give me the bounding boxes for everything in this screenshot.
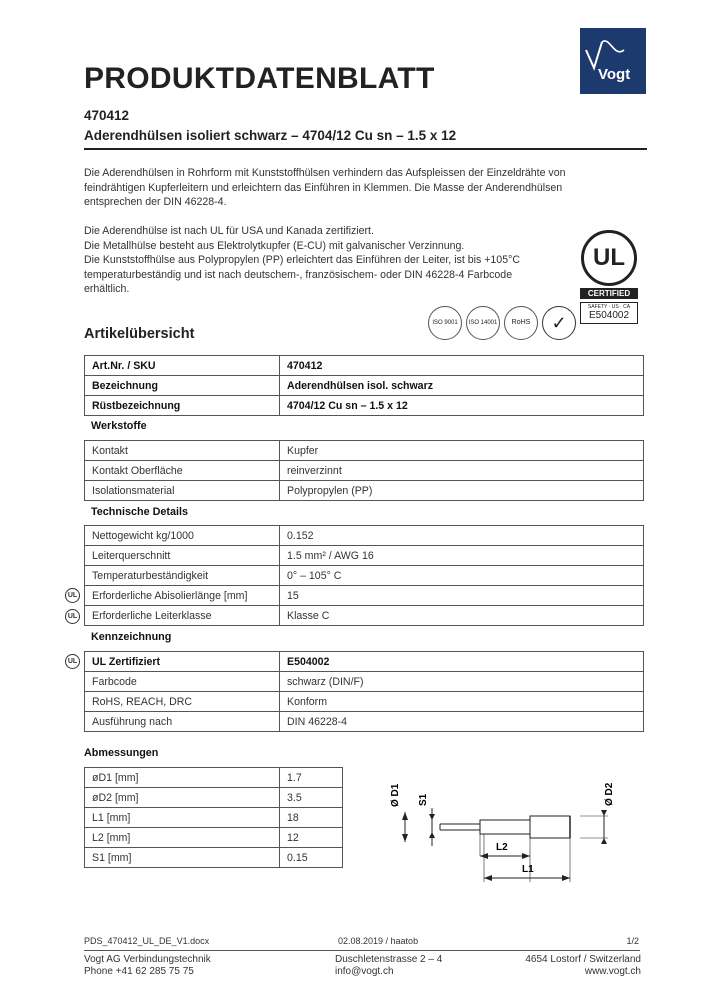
table-key: UL Zertifiziert	[85, 652, 280, 672]
heading-abmessungen: Abmessungen	[84, 747, 159, 759]
footer-doc-name: PDS_470412_UL_DE_V1.docx	[84, 936, 210, 946]
vogt-logo-mark	[580, 28, 646, 94]
footer-email[interactable]: info@vogt.ch	[335, 966, 394, 977]
table-row	[85, 376, 644, 396]
table-value: reinverzinnt	[280, 461, 644, 481]
table-value: 0° – 105° C	[280, 566, 644, 586]
footer-date: 02.08.2019 / haatob	[338, 936, 419, 946]
check-badge-icon	[542, 306, 576, 340]
table-key: øD1 [mm]	[85, 768, 280, 788]
table-key: Art.Nr. / SKU	[85, 356, 280, 376]
table-key: Ausführung nach	[85, 712, 280, 732]
table-row	[85, 481, 644, 501]
table-key: L1 [mm]	[85, 808, 280, 828]
heading-kennzeichnung: Kennzeichnung	[91, 631, 172, 643]
table-row	[85, 808, 343, 828]
table-key: Nettogewicht kg/1000	[85, 526, 280, 546]
table-key: Erforderliche Leiterklasse	[85, 606, 280, 626]
heading-werkstoffe: Werkstoffe	[91, 420, 147, 432]
badge-label: ISO 14001	[468, 320, 498, 326]
table-value: 0.152	[280, 526, 644, 546]
table-key: L2 [mm]	[85, 828, 280, 848]
table-row	[85, 586, 644, 606]
table-row	[85, 652, 644, 672]
table-row	[85, 672, 644, 692]
table-row	[85, 396, 644, 416]
table-value: DIN 46228-4	[280, 712, 644, 732]
footer-divider	[84, 950, 640, 951]
table-value: Konform	[280, 692, 644, 712]
page-title: PRODUKTDATENBLATT	[84, 62, 435, 95]
badge-label: ISO 9001	[432, 320, 458, 326]
technische-table	[84, 525, 644, 626]
table-value: 1.7	[280, 768, 343, 788]
table-row	[85, 692, 644, 712]
table-value: 1.5 mm² / AWG 16	[280, 546, 644, 566]
table-row	[85, 828, 343, 848]
table-value: Aderendhülsen isol. schwarz	[280, 376, 644, 396]
heading-technische-details: Technische Details	[91, 506, 189, 518]
table-value: 0.15	[280, 848, 343, 868]
table-row	[85, 526, 644, 546]
ul-number-box	[580, 302, 638, 324]
table-key: Erforderliche Abisolierlänge [mm]	[85, 586, 280, 606]
footer-phone: Phone +41 62 285 75 75	[84, 966, 194, 977]
footer-center	[335, 954, 442, 978]
footer-page: 1/2	[626, 936, 639, 946]
table-value: 3.5	[280, 788, 343, 808]
footer-left	[84, 954, 211, 978]
table-row	[85, 606, 644, 626]
table-row	[85, 441, 644, 461]
ul-file-number: E504002	[588, 310, 630, 321]
table-key: S1 [mm]	[85, 848, 280, 868]
ferrule-drawing	[380, 760, 640, 890]
table-key: Kontakt Oberfläche	[85, 461, 280, 481]
table-value: 470412	[280, 356, 644, 376]
table-row	[85, 546, 644, 566]
drawing-label-s1: S1	[418, 793, 429, 806]
table-value: Kupfer	[280, 441, 644, 461]
footer-city: 4654 Lostorf / Switzerland	[525, 954, 641, 965]
table-value: 18	[280, 808, 343, 828]
table-key: RoHS, REACH, DRC	[85, 692, 280, 712]
table-key: Bezeichnung	[85, 376, 280, 396]
intro-line: erhältlich.	[84, 283, 130, 295]
ul-safety-label: SAFETY · US · CA	[587, 304, 631, 310]
table-row	[85, 461, 644, 481]
werkstoffe-table	[84, 440, 644, 501]
iso-14001-badge-icon	[466, 306, 500, 340]
vogt-logo-text: Vogt	[598, 66, 631, 83]
drawing-label-d2: Ø D2	[604, 782, 615, 806]
table-row	[85, 712, 644, 732]
table-key: øD2 [mm]	[85, 788, 280, 808]
intro-line: temperaturbeständig und ist nach deutschem-, französischem- oder DIN 46228-4 Farbcode	[84, 268, 513, 281]
table-key: Isolationsmaterial	[85, 481, 280, 501]
article-table	[84, 355, 644, 416]
ul-logo-icon	[581, 230, 637, 286]
badge-label: RoHS	[511, 319, 531, 326]
table-value: Klasse C	[280, 606, 644, 626]
table-row	[85, 356, 644, 376]
drawing-label-d1: Ø D1	[390, 783, 401, 807]
table-row	[85, 768, 343, 788]
intro-paragraph-1	[84, 166, 644, 210]
table-value: 12	[280, 828, 343, 848]
rohs-badge-icon	[504, 306, 538, 340]
ul-certified-badge	[580, 230, 638, 324]
footer-street: Duschletenstrasse 2 – 4	[335, 954, 443, 965]
section-title-artikeluebersicht: Artikelübersicht	[84, 326, 195, 342]
intro-line: Die Kunststoffhülse aus Polypropylen (PP) erleichtert das Einführen der Leiter, ist bis +105°C	[84, 254, 520, 266]
table-value: 15	[280, 586, 644, 606]
table-row	[85, 566, 644, 586]
table-key: Rüstbezeichnung	[85, 396, 280, 416]
footer-right	[525, 954, 641, 978]
intro-paragraph-2	[84, 224, 644, 297]
intro-line: entsprechen der DIN 46228-4.	[84, 196, 227, 208]
table-value: Polypropylen (PP)	[280, 481, 644, 501]
table-key: Kontakt	[85, 441, 280, 461]
table-value: E504002	[280, 652, 644, 672]
ul-mark-icon: UL	[65, 609, 80, 624]
drawing-label-l1: L1	[522, 864, 534, 875]
ul-certified-label: CERTIFIED	[580, 288, 638, 299]
header-divider	[84, 148, 647, 150]
ul-mark-icon: UL	[65, 654, 80, 669]
abmessungen-table	[84, 767, 343, 868]
table-key: Farbcode	[85, 672, 280, 692]
table-value: 4704/12 Cu sn – 1.5 x 12	[280, 396, 644, 416]
intro-line: Die Aderendhülsen in Rohrform mit Kunststoffhülsen verhindern das Aufspleissen der Einzeldrähte von	[84, 167, 566, 179]
intro-line: feindrähtigen Kupferleitern und erleichtern das Einführen in Klemmen. Die Masse der Anderendhülsen	[84, 181, 563, 194]
ul-mark-icon: UL	[65, 588, 80, 603]
badge-label: ✓	[551, 313, 567, 333]
footer-website[interactable]: www.vogt.ch	[584, 966, 641, 977]
product-subtitle: Aderendhülsen isoliert schwarz – 4704/12 Cu sn – 1.5 x 12	[84, 128, 457, 143]
table-key: Leiterquerschnitt	[85, 546, 280, 566]
table-row	[85, 788, 343, 808]
vogt-logo	[580, 28, 646, 94]
product-sku: 470412	[84, 108, 130, 123]
intro-line: Die Aderendhülse ist nach UL für USA und Kanada zertifiziert.	[84, 225, 374, 237]
table-row	[85, 848, 343, 868]
footer-company: Vogt AG Verbindungstechnik	[84, 954, 211, 965]
table-key: Temperaturbeständigkeit	[85, 566, 280, 586]
kennzeichnung-table	[84, 651, 644, 732]
drawing-label-l2: L2	[496, 842, 508, 853]
ul-logo-letters: UL	[593, 244, 625, 271]
iso-9001-badge-icon	[428, 306, 462, 340]
intro-line: Die Metallhülse besteht aus Elektrolytkupfer (E-CU) mit galvanischer Verzinnung.	[84, 239, 465, 252]
table-value: schwarz (DIN/F)	[280, 672, 644, 692]
